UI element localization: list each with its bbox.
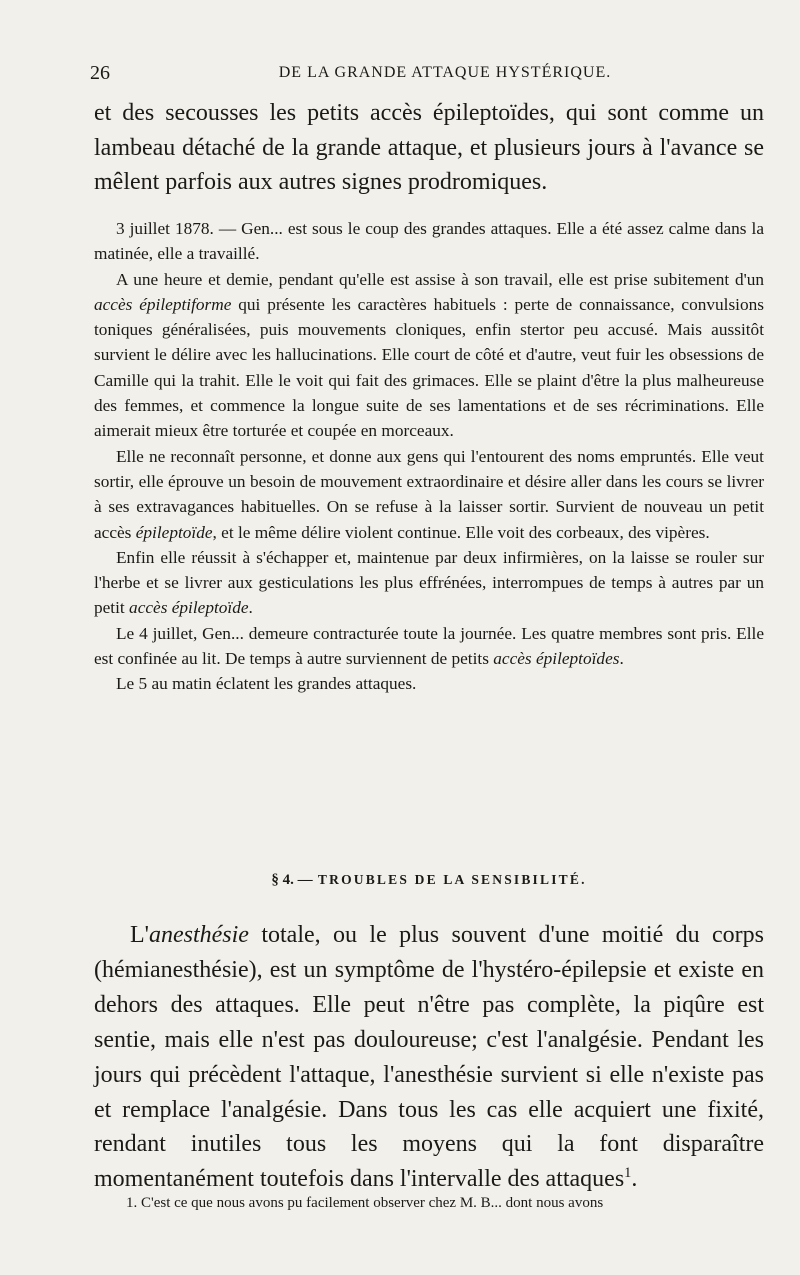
case-text: qui présente les caractères habituels : perte de connaissance, convulsions toniques généralisées, puis mouvements cloniques, enfin stertor peu accusé. Mais aussitôt survient le délire avec les hallucinations. Elle court de côté et d'autre, veut fuir les obsessions de Camille qui la trahit. Elle le voit qui fait des grimaces. Elle se plaint d'être la plus malheureuse des femmes, et commence la longue suite de ses lamentations et de ses récriminations. Elle aimerait mieux être torturée et coupée en morceaux. (94, 294, 764, 441)
body-end: . (631, 1166, 638, 1193)
case-emphasis: accès épileptiforme (94, 294, 232, 314)
case-emphasis: épileptoïde (135, 522, 213, 542)
body-paragraph (94, 918, 764, 1197)
section-body (94, 918, 764, 1197)
case-report (94, 216, 764, 697)
body-emphasis: anesthésie (148, 922, 249, 948)
case-paragraph-5 (94, 621, 764, 672)
case-paragraph-6: Le 5 au matin éclatent les grandes attaques. (116, 674, 417, 694)
case-paragraph-3 (94, 444, 764, 545)
case-text: . (619, 649, 624, 669)
case-text: Elle ne reconnaît personne, et donne aux gens qui l'entourent des noms empruntés. Elle veut sortir, elle éprouve un besoin de mouvement extraordinaire et désire aller dans les cours se livrer à ses extravagances habituelles. On se refuse à la laisser sortir. Survient de nouveau un petit accès (94, 446, 764, 542)
section-title: TROUBLES DE LA SENSIBILITÉ. (317, 872, 587, 887)
footnote-reference: 1 (624, 1165, 632, 1182)
body-text: totale, ou le plus souvent d'une moitié du corps (hémianesthésie), est un symptôme de l'hystéro-épilepsie et existe en dehors des attaques. Elle peut n'être pas complète, la piqûre est sentie, mais elle n'est pas douloureuse; c'est l'analgésie. Pendant les jours qui précèdent l'attaque, l'anesthésie survient si elle n'existe pas et remplace l'analgésie. Dans tous les cas elle acquiert une fixité, rendant inutiles tous les moyens qui la font disparaître momentanément toutefois dans l'intervalle des attaques (94, 922, 764, 1193)
body-prefix: L' (130, 922, 149, 948)
section-heading (94, 872, 764, 889)
case-paragraph-2 (94, 267, 764, 444)
running-title: DE LA GRANDE ATTAQUE HYSTÉRIQUE. (278, 64, 612, 81)
page-number: 26 (90, 62, 110, 84)
case-text: Le 4 juillet, Gen... demeure contracturée toute la journée. Les quatre membres sont pris. Elle est confinée au lit. De temps à autre surviennent de petits (94, 623, 764, 669)
case-emphasis: accès épileptoïde (129, 598, 249, 618)
case-paragraph-4 (94, 545, 764, 621)
footnote-block (94, 1192, 764, 1214)
lead-paragraph-block (94, 96, 764, 200)
case-text: A une heure et demie, pendant qu'elle est assise à son travail, elle est prise subitement d'un (116, 269, 764, 289)
case-text: . (248, 598, 253, 618)
running-head (90, 62, 770, 88)
case-emphasis: accès épileptoïdes (493, 649, 620, 669)
case-text: , et le même délire violent continue. Elle voit des corbeaux, des vipères. (212, 522, 710, 542)
section-mark: § 4. — (271, 872, 313, 888)
lead-paragraph: et des secousses les petits accès épileptoïdes, qui sont comme un lambeau détaché de la grande attaque, et plusieurs jours à l'avance se mêlent parfois aux autres signes prodromiques. (94, 100, 764, 195)
case-text: Enfin elle réussit à s'échapper et, maintenue par deux infirmières, on la laisse se rouler sur l'herbe et se livrer aux gesticulations les plus effrénées, interrompues de temps à autres par un petit (94, 547, 764, 618)
case-paragraph-1: 3 juillet 1878. — Gen... est sous le coup des grandes attaques. Elle a été assez calme dans la matinée, elle a travaillé. (94, 219, 764, 264)
footnote-text: 1. C'est ce que nous avons pu facilement observer chez M. B... dont nous avons (126, 1195, 604, 1211)
